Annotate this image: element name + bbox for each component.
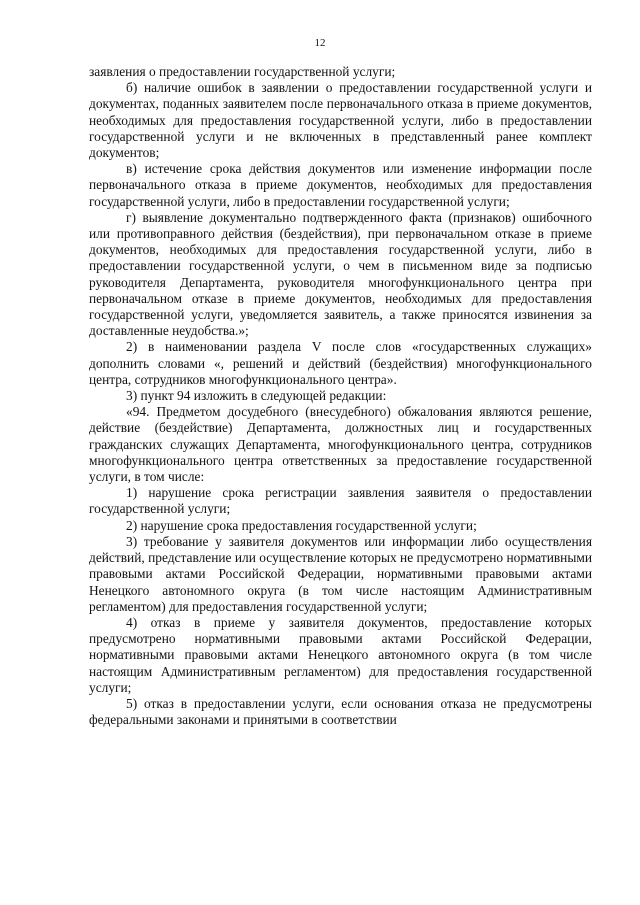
paragraph: 2) нарушение срока предоставления государственной услуги; — [126, 517, 477, 533]
paragraph: в) истечение срока действия документов или изменение информации после первоначального отказа в приеме документов, необходимых для предоставления государственной услуги, либо в предоставлении государственной услуги; — [89, 161, 592, 209]
paragraph: г) выявление документально подтвержденного факта (признаков) ошибочного или противоправного действия (бездействия), при первоначальном отказе в приеме документов, необходимых для предоставления государственной услуги, либо в предоставлении государственной услуги, о чем в письменном виде за подписью руководителя Департамента, руководителя многофункционального центра при первоначальном отказе в приеме документов, необходимых для предоставления государственной услуги, уведомляется заявитель, а также приносятся извинения за доставленные неудобства.»; — [89, 209, 592, 339]
paragraph: заявления о предоставлении государственной услуги; — [89, 64, 396, 79]
page-number: 12 — [314, 37, 326, 49]
paragraph: б) наличие ошибок в заявлении о предоставлении государственной услуги и документах, поданных заявителем после первоначального отказа в приеме документов, необходимых для предоставления государственной услуги, либо в предоставлении государственной услуги и не включенных в представленный ранее комплект документов; — [89, 80, 592, 161]
paragraph: 3) пункт 94 изложить в следующей редакции: — [126, 388, 387, 404]
paragraph: 3) требование у заявителя документов или информации либо осуществления действий, представление или осуществление которых не предусмотрено нормативными правовыми актами Российской Федерации, нормативными правовыми актами Ненецкого автономного округа (в том числе настоящим Административным регламентом) для предоставления государственной услуги; — [89, 533, 592, 614]
paragraph: 5) отказ в предоставлении услуги, если основания отказа не предусмотрены федеральными законами и принятыми в соответствии — [89, 695, 592, 728]
document-body — [89, 64, 592, 728]
paragraph: 4) отказ в приеме у заявителя документов, предоставление которых предусмотрено нормативными правовыми актами Российской Федерации, нормативными правовыми актами Ненецкого автономного округа (в том числе настоящим Административным регламентом) для предоставления государственной услуги; — [89, 614, 592, 695]
paragraph: 1) нарушение срока регистрации заявления заявителя о предоставлении государственной услуги; — [89, 485, 592, 517]
paragraph: «94. Предметом досудебного (внесудебного) обжалования являются решение, действие (бездействие) Департамента, должностных лиц и государственных гражданских служащих Департамента, многофункционального центра, сотрудников многофункционального центра ответственных за предоставление государственной услуги, в том числе: — [89, 404, 592, 485]
paragraph: 2) в наименовании раздела V после слов «государственных служащих» дополнить словами «, решений и действий (бездействия) многофункционального центра, сотрудников многофункционального центра». — [89, 339, 592, 387]
